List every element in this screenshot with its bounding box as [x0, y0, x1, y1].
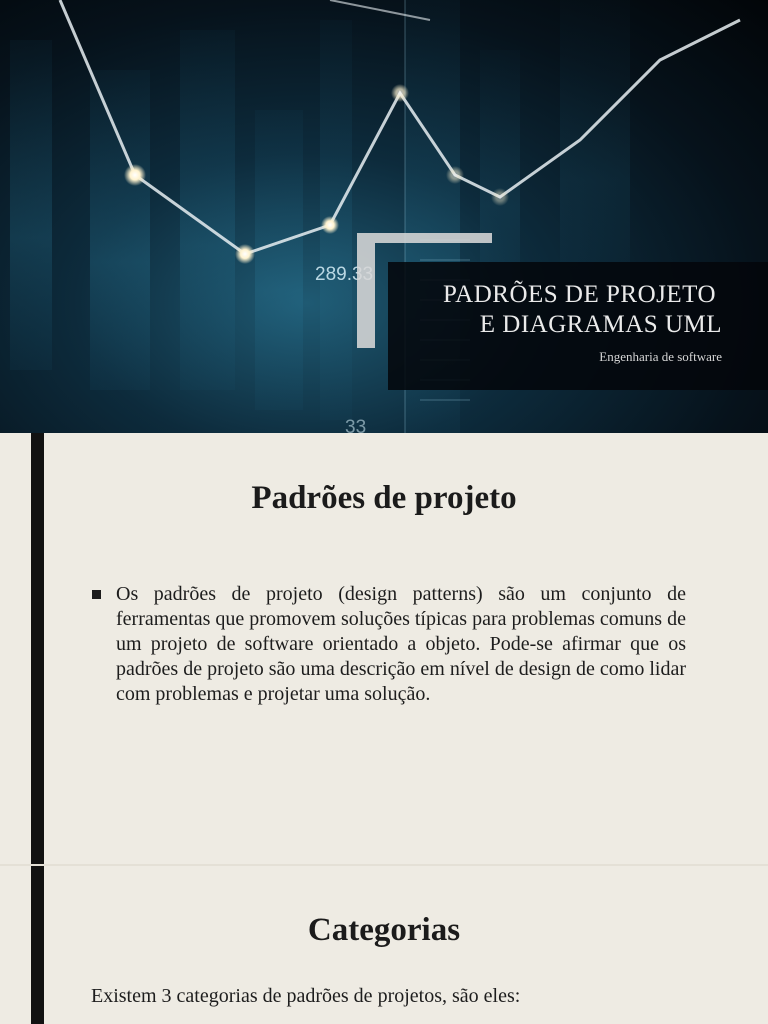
title-slide — [0, 0, 768, 433]
slide-divider — [0, 864, 768, 866]
background-line-chart — [60, 0, 740, 254]
bullet-text: Os padrões de projeto (design patterns) são um conjunto de ferramentas que promovem soluções típicas para problemas comuns de um projeto de software orientado a objeto. Pode-se afirmar que os padrões de projeto são uma descrição em nível de design de como lidar com problemas e projetar uma solução. — [116, 583, 686, 705]
list-item — [92, 582, 686, 707]
slide-title-line-1: PADRÕES DE PROJETO — [443, 281, 716, 308]
title-box — [388, 262, 768, 390]
slide-title-line-2: E DIAGRAMAS UML — [479, 311, 722, 338]
background-number-1: 289.33 — [315, 264, 374, 285]
slide-intro-text: Existem 3 categorias de padrões de projetos, são eles: — [91, 985, 521, 1007]
slide-subtitle: Engenharia de software — [599, 349, 722, 364]
background-number-2: 33 — [345, 417, 367, 433]
slide-heading: Categorias — [307, 912, 461, 948]
square-bullet-icon — [92, 590, 101, 599]
slide-heading: Padrões de projeto — [251, 480, 517, 516]
